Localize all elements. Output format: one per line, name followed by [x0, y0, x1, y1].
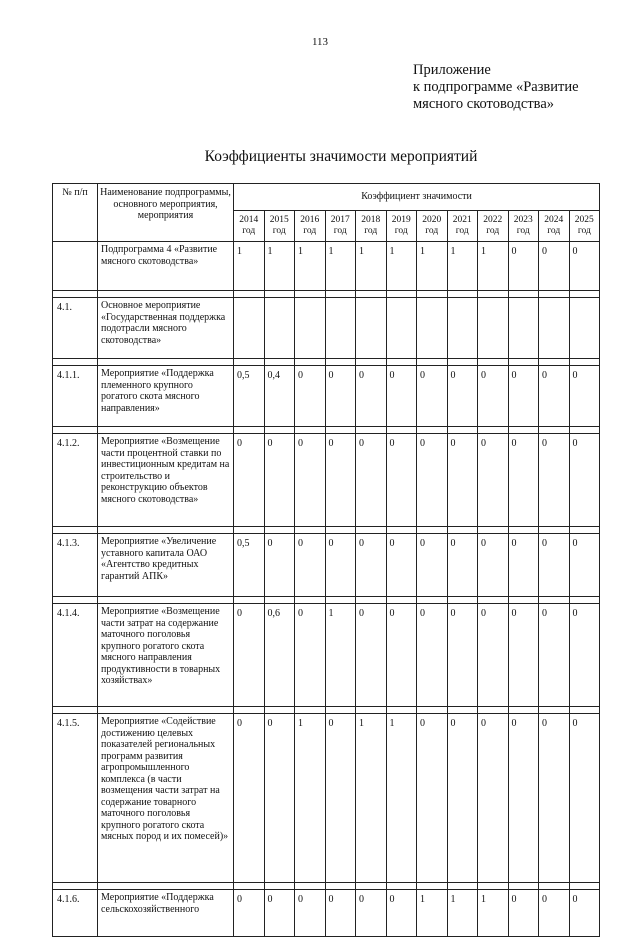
coefficient-cell [234, 298, 265, 359]
coefficient-cell: 0 [386, 890, 417, 937]
year-unit: год [333, 226, 347, 236]
year-value: 2024 [544, 215, 564, 225]
header-year [417, 211, 448, 242]
header-year [295, 211, 326, 242]
coefficient-cell: 0 [508, 604, 539, 707]
coefficient-cell: 0 [569, 434, 600, 527]
coefficient-cell: 0 [264, 714, 295, 883]
header-year [539, 211, 570, 242]
year-value: 2014 [239, 215, 259, 225]
coefficient-cell: 0 [508, 242, 539, 291]
coefficient-cell: 0 [478, 604, 509, 707]
coefficient-cell: 0 [234, 890, 265, 937]
year-value: 2018 [361, 215, 381, 225]
coefficient-cell: 0 [478, 714, 509, 883]
coefficient-cell: 0,5 [234, 366, 265, 427]
coefficient-cell: 0 [325, 434, 356, 527]
coefficient-cell: 0 [264, 434, 295, 527]
row-name: Подпрограмма 4 «Развитие мясного скотоводства» [98, 242, 234, 291]
year-unit: год [486, 226, 500, 236]
coefficient-cell: 0 [264, 534, 295, 597]
coefficient-cell: 0 [539, 242, 570, 291]
coefficient-cell: 0 [447, 366, 478, 427]
year-value: 2019 [391, 215, 411, 225]
row-name: Мероприятие «Поддержка сельскохозяйственного [98, 890, 234, 937]
year-unit: год [516, 226, 530, 236]
row-name: Мероприятие «Поддержка племенного крупного рогатого скота мясного направления» [98, 366, 234, 427]
coefficient-cell: 0 [356, 434, 387, 527]
table-row [53, 434, 600, 527]
coefficient-cell: 0 [386, 534, 417, 597]
header-year [234, 211, 265, 242]
coefficient-cell: 0 [569, 534, 600, 597]
coefficient-cell: 0 [569, 714, 600, 883]
coefficient-cell: 0 [386, 366, 417, 427]
year-value: 2020 [422, 215, 442, 225]
year-unit: год [242, 226, 256, 236]
coefficient-cell: 0 [417, 604, 448, 707]
row-number: 4.1.5. [53, 714, 98, 883]
coefficient-cell: 0 [478, 434, 509, 527]
coefficient-cell: 1 [417, 242, 448, 291]
coefficient-cell: 0,4 [264, 366, 295, 427]
table-row [53, 714, 600, 883]
appendix-line-3: мясного скотоводства» [413, 96, 555, 112]
coefficient-cell: 0 [295, 366, 326, 427]
coefficient-cell: 0 [539, 604, 570, 707]
coefficient-cell [386, 298, 417, 359]
row-name: Мероприятие «Увеличение уставного капитала ОАО «Агентство кредитных гарантий АПК» [98, 534, 234, 597]
coefficient-cell [417, 298, 448, 359]
coefficient-cell: 0 [325, 534, 356, 597]
year-value: 2025 [574, 215, 594, 225]
coefficient-cell: 0 [539, 534, 570, 597]
coefficient-cell: 0 [539, 890, 570, 937]
coefficient-cell: 0 [295, 890, 326, 937]
coefficient-cell: 0 [356, 890, 387, 937]
appendix-line-2: к подпрограмме «Развитие [413, 79, 579, 95]
coefficient-cell [447, 298, 478, 359]
coefficient-cell: 1 [478, 242, 509, 291]
year-value: 2022 [483, 215, 503, 225]
row-number: 4.1.2. [53, 434, 98, 527]
coefficient-cell: 0 [508, 714, 539, 883]
coefficient-cell: 0 [264, 890, 295, 937]
coefficients-table [52, 183, 600, 937]
header-num: № п/п [53, 184, 98, 242]
coefficient-cell: 0 [447, 714, 478, 883]
coefficient-cell: 1 [356, 714, 387, 883]
year-value: 2015 [269, 215, 289, 225]
appendix-note [413, 62, 579, 113]
coefficient-cell: 1 [264, 242, 295, 291]
header-year [386, 211, 417, 242]
coefficient-cell: 1 [386, 714, 417, 883]
row-gap [53, 707, 600, 714]
table-row [53, 366, 600, 427]
coefficient-cell: 0 [234, 604, 265, 707]
header-year [325, 211, 356, 242]
table-row [53, 890, 600, 937]
year-unit: год [303, 226, 317, 236]
coefficient-cell: 0 [295, 534, 326, 597]
coefficient-cell: 0 [478, 366, 509, 427]
row-gap [53, 597, 600, 604]
coefficient-cell: 0 [478, 534, 509, 597]
coefficient-cell: 0 [295, 604, 326, 707]
row-number [53, 242, 98, 291]
header-year [569, 211, 600, 242]
header-coefficient: Коэффициент значимости [234, 184, 600, 211]
year-unit: год [272, 226, 286, 236]
row-number: 4.1. [53, 298, 98, 359]
coefficient-cell: 0 [386, 434, 417, 527]
year-unit: год [394, 226, 408, 236]
coefficient-cell: 0 [325, 714, 356, 883]
row-name: Основное мероприятие «Государственная поддержка подотрасли мясного скотоводства» [98, 298, 234, 359]
header-year [447, 211, 478, 242]
header-name: Наименование подпрограммы, основного мероприятия, мероприятия [98, 184, 234, 242]
header-year [264, 211, 295, 242]
coefficient-cell: 0 [356, 366, 387, 427]
table-row [53, 298, 600, 359]
coefficient-cell: 0 [508, 434, 539, 527]
coefficient-cell: 0 [417, 534, 448, 597]
coefficient-cell: 1 [295, 714, 326, 883]
row-name: Мероприятие «Содействие достижению целевых показателей региональных программ развития агропромышленного комплекса (в части возмещения части затрат на содержание товарного маточного поголовья крупного рогатого скота мясных пород и их помесей)» [98, 714, 234, 883]
header-year [478, 211, 509, 242]
coefficient-cell [356, 298, 387, 359]
coefficient-cell: 1 [325, 604, 356, 707]
coefficient-cell: 1 [478, 890, 509, 937]
coefficient-cell: 0 [539, 366, 570, 427]
year-unit: год [425, 226, 439, 236]
row-gap [53, 291, 600, 298]
row-number: 4.1.3. [53, 534, 98, 597]
coefficient-cell: 0 [325, 366, 356, 427]
coefficient-cell: 0 [447, 534, 478, 597]
year-unit: год [547, 226, 561, 236]
coefficient-cell: 1 [386, 242, 417, 291]
row-number: 4.1.6. [53, 890, 98, 937]
year-value: 2016 [300, 215, 320, 225]
coefficient-cell: 0 [356, 604, 387, 707]
coefficient-cell: 0 [447, 604, 478, 707]
coefficient-cell: 1 [234, 242, 265, 291]
year-value: 2023 [513, 215, 533, 225]
coefficient-cell [539, 298, 570, 359]
year-value: 2017 [330, 215, 350, 225]
coefficient-cell: 0 [508, 890, 539, 937]
coefficient-cell: 0 [356, 534, 387, 597]
coefficient-cell: 1 [417, 890, 448, 937]
coefficient-cell: 0 [295, 434, 326, 527]
coefficient-cell: 0 [569, 604, 600, 707]
coefficient-cell: 0 [417, 434, 448, 527]
year-unit: год [455, 226, 469, 236]
row-gap [53, 527, 600, 534]
coefficient-cell [295, 298, 326, 359]
coefficient-cell [264, 298, 295, 359]
row-name: Мероприятие «Возмещение части затрат на содержание маточного поголовья крупного рогатого скота мясного направления продуктивности в товарных хозяйствах» [98, 604, 234, 707]
coefficient-cell [325, 298, 356, 359]
coefficient-cell: 0 [386, 604, 417, 707]
row-gap [53, 427, 600, 434]
coefficient-cell: 1 [447, 242, 478, 291]
table-row [53, 604, 600, 707]
coefficient-cell: 0 [417, 366, 448, 427]
coefficient-cell [508, 298, 539, 359]
coefficient-cell: 0 [447, 434, 478, 527]
coefficient-cell: 0 [234, 714, 265, 883]
coefficient-cell: 0 [539, 714, 570, 883]
coefficient-cell: 0 [234, 434, 265, 527]
coefficient-cell: 1 [356, 242, 387, 291]
coefficient-cell: 1 [447, 890, 478, 937]
coefficient-cell: 0 [539, 434, 570, 527]
coefficient-cell: 1 [295, 242, 326, 291]
table-row [53, 242, 600, 291]
row-gap [53, 883, 600, 890]
header-year [356, 211, 387, 242]
coefficient-cell: 0 [569, 242, 600, 291]
appendix-line-1: Приложение [413, 62, 491, 78]
year-unit: год [577, 226, 591, 236]
year-unit: год [364, 226, 378, 236]
coefficient-cell: 0,6 [264, 604, 295, 707]
coefficient-cell: 0 [325, 890, 356, 937]
row-name: Мероприятие «Возмещение части процентной ставки по инвестиционным кредитам на строительство и реконструкцию объектов мясного скотоводства» [98, 434, 234, 527]
row-number: 4.1.1. [53, 366, 98, 427]
coefficient-cell: 0 [508, 366, 539, 427]
coefficient-cell: 0 [569, 890, 600, 937]
coefficient-cell: 0 [417, 714, 448, 883]
row-number: 4.1.4. [53, 604, 98, 707]
coefficient-cell: 0 [569, 366, 600, 427]
row-gap [53, 359, 600, 366]
coefficient-cell: 1 [325, 242, 356, 291]
coefficient-cell: 0,5 [234, 534, 265, 597]
year-value: 2021 [452, 215, 472, 225]
coefficient-cell [478, 298, 509, 359]
coefficient-cell: 0 [508, 534, 539, 597]
document-title: Коэффициенты значимости мероприятий [204, 148, 478, 165]
table-row [53, 534, 600, 597]
header-year [508, 211, 539, 242]
page-number: 113 [311, 36, 329, 48]
coefficient-cell [569, 298, 600, 359]
